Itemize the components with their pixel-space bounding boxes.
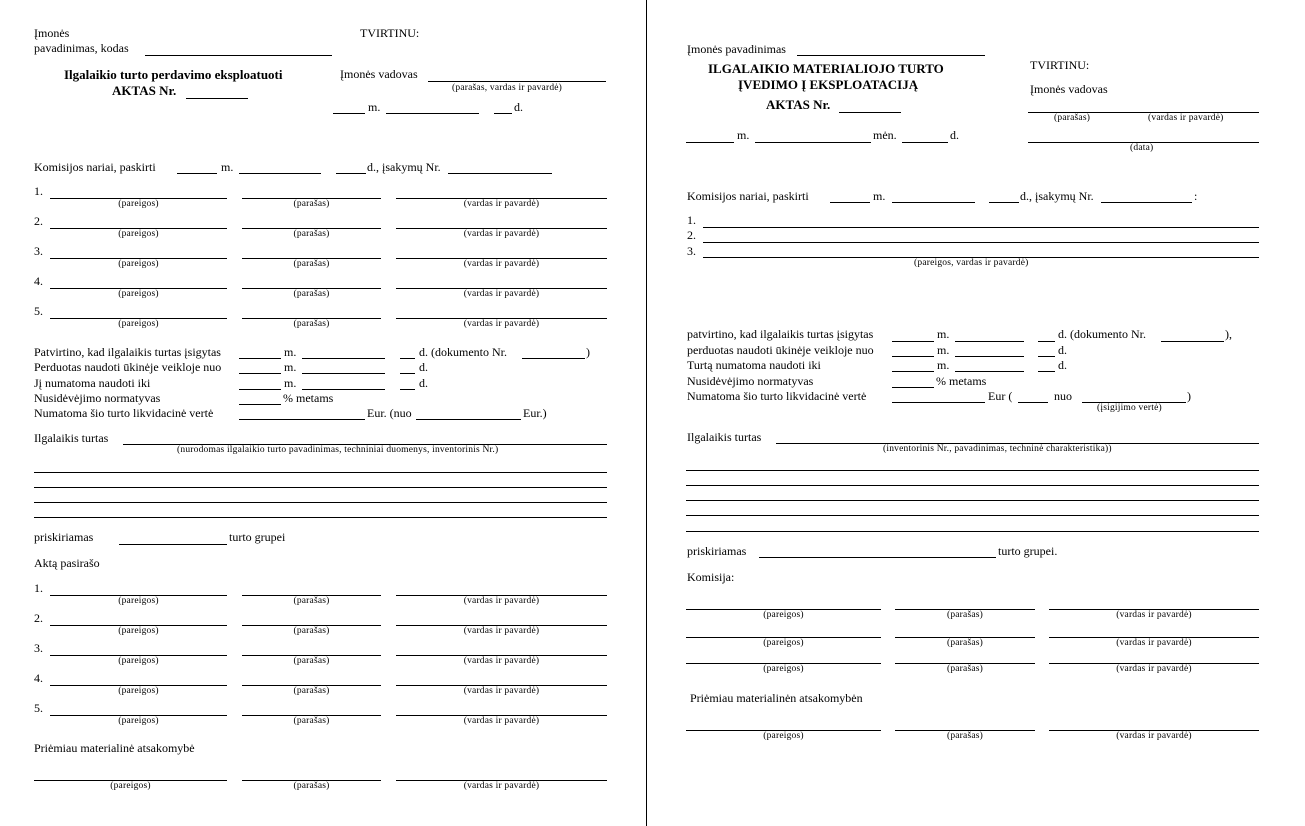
- position-caption: (pareigos): [110, 781, 151, 791]
- row-number: 1.: [34, 184, 43, 198]
- position-caption: (pareigos): [118, 199, 159, 209]
- planned-year-field[interactable]: [239, 389, 281, 390]
- name-caption: (vardas ir pavardė): [463, 229, 540, 239]
- transferred-day-field[interactable]: [400, 373, 415, 374]
- depreciation-unit: % metams: [283, 391, 334, 405]
- signature-caption: (parašas): [946, 731, 984, 741]
- transferred-year-label: m.: [284, 360, 297, 374]
- year-label: m.: [368, 100, 381, 114]
- liquidation-label: Numatoma šio turto likvidacinė vertė: [687, 389, 867, 403]
- asset-line[interactable]: [686, 470, 1259, 471]
- transferred-year-label: m.: [937, 343, 950, 357]
- position-caption: (pareigos): [118, 289, 159, 299]
- signature-caption: (parašas): [946, 610, 984, 620]
- asset-group-label: turto grupei: [229, 530, 286, 544]
- name-caption: (vardas ir pavardė): [1148, 113, 1224, 123]
- name-caption: (vardas ir pavardė): [463, 199, 540, 209]
- row-number: 5.: [34, 304, 43, 318]
- company-label-line2: pavadinimas, kodas: [34, 41, 129, 55]
- commission-year-label: m.: [873, 189, 886, 203]
- position-caption: (pareigos): [763, 731, 804, 741]
- planned-label: Turtą numatoma naudoti iki: [687, 358, 821, 372]
- liquidation-close: ): [1187, 389, 1191, 403]
- transferred-label: Perduotas naudoti ūkinėje veikloje nuo: [34, 360, 222, 374]
- document-label: d. (dokumento Nr.: [1058, 327, 1146, 341]
- acquired-year-label: m.: [284, 345, 297, 359]
- name-caption: (vardas ir pavardė): [463, 781, 540, 791]
- asset-line[interactable]: [686, 531, 1259, 532]
- commission-year-label: m.: [221, 160, 234, 174]
- name-caption: (vardas ir pavardė): [463, 319, 540, 329]
- name-caption: (vardas ir pavardė): [1116, 610, 1192, 620]
- liquidation-eur-nuo: Eur. (nuo: [367, 406, 412, 420]
- approve-label: TVIRTINU:: [360, 26, 420, 40]
- member-field[interactable]: [703, 242, 1259, 243]
- year-label: m.: [737, 128, 750, 142]
- signature-caption: (parašas): [293, 229, 330, 239]
- assigned-label: priskiriamas: [34, 530, 94, 544]
- position-caption: (pareigos): [763, 638, 804, 648]
- asset-group-label: turto grupei.: [998, 544, 1058, 558]
- name-caption: (vardas ir pavardė): [1116, 731, 1192, 741]
- asset-line[interactable]: [34, 502, 607, 503]
- order-label: d., įsakymų Nr.: [367, 160, 441, 174]
- depreciation-label: Nusidėvėjimo normatyvas: [687, 374, 814, 388]
- asset-group-field[interactable]: [119, 544, 227, 545]
- commission-year-field[interactable]: [830, 202, 870, 203]
- commission-label: Komisijos nariai, paskirti: [687, 189, 809, 203]
- liquidation-eur: Eur (: [988, 389, 1013, 403]
- transferred-year-field[interactable]: [239, 373, 281, 374]
- member-number: 3.: [687, 244, 696, 258]
- row-number: 5.: [34, 701, 43, 715]
- signature-caption: (parašas): [293, 199, 330, 209]
- asset-caption: (nurodomas ilgalaikio turto pavadinimas, techniniai duomenys, inventorinis Nr.): [177, 445, 499, 455]
- name-caption: (vardas ir pavardė): [463, 259, 540, 269]
- planned-day-label: d.: [419, 376, 428, 390]
- commission-month-field[interactable]: [239, 173, 321, 174]
- day-field[interactable]: [494, 113, 512, 114]
- acquired-label: patvirtino, kad ilgalaikis turtas įsigytas: [687, 327, 874, 341]
- order-label: d., įsakymų Nr.: [1020, 189, 1094, 203]
- member-number: 2.: [687, 228, 696, 242]
- commission-day-field[interactable]: [336, 173, 366, 174]
- asset-line[interactable]: [686, 515, 1259, 516]
- acquired-month-field[interactable]: [955, 341, 1024, 342]
- date-caption: (data): [1130, 143, 1154, 153]
- name-caption: (vardas ir pavardė): [463, 656, 540, 666]
- planned-month-field[interactable]: [955, 371, 1024, 372]
- day-field[interactable]: [902, 142, 948, 143]
- name-caption: (vardas ir pavardė): [1116, 664, 1192, 674]
- responsibility-label: Priėmiau materialinėn atsakomybėn: [690, 691, 863, 705]
- asset-line[interactable]: [34, 487, 607, 488]
- document-number-field[interactable]: [522, 358, 585, 359]
- company-name-field[interactable]: [797, 55, 985, 56]
- day-label: d.: [514, 100, 523, 114]
- liquidation-nuo: nuo: [1054, 389, 1072, 403]
- liquidation-label: Numatoma šio turto likvidacinė vertė: [34, 406, 214, 420]
- signature-caption: (parašas): [293, 626, 330, 636]
- asset-label: Ilgalaikis turtas: [687, 430, 762, 444]
- commission-label: Komisijos nariai, paskirti: [34, 160, 156, 174]
- asset-line[interactable]: [34, 517, 607, 518]
- month-field[interactable]: [386, 113, 479, 114]
- position-caption: (pareigos): [118, 656, 159, 666]
- year-field[interactable]: [333, 113, 365, 114]
- row-number: 4.: [34, 671, 43, 685]
- approve-label: TVIRTINU:: [1030, 58, 1090, 72]
- position-caption: (pareigos): [118, 259, 159, 269]
- company-label-line1: Įmonės: [34, 26, 70, 40]
- position-caption: (pareigos): [763, 664, 804, 674]
- name-caption: (vardas ir pavardė): [463, 686, 540, 696]
- transferred-day-label: d.: [419, 360, 428, 374]
- document-close: ),: [1225, 327, 1232, 341]
- order-number-field[interactable]: [448, 173, 552, 174]
- asset-label: Ilgalaikis turtas: [34, 431, 109, 445]
- acquired-month-field[interactable]: [302, 358, 385, 359]
- planned-year-label: m.: [937, 358, 950, 372]
- row-number: 4.: [34, 274, 43, 288]
- position-caption: (pareigos): [118, 626, 159, 636]
- position-caption: (pareigos): [118, 319, 159, 329]
- signature-caption: (parašas): [293, 289, 330, 299]
- document-close: ): [586, 345, 590, 359]
- members-caption: (pareigos, vardas ir pavardė): [914, 258, 1029, 268]
- title-line3: AKTAS Nr.: [766, 97, 831, 112]
- document-label: d. (dokumento Nr.: [419, 345, 507, 359]
- day-label: d.: [950, 128, 959, 142]
- acquired-day-field[interactable]: [400, 358, 415, 359]
- depreciation-label: Nusidėvėjimo normatyvas: [34, 391, 161, 405]
- act-number-field[interactable]: [186, 98, 248, 99]
- liquidation-eur-close: Eur.): [523, 406, 547, 420]
- month-field[interactable]: [755, 142, 871, 143]
- liquidation-rate-field[interactable]: [1018, 402, 1048, 403]
- company-name-field[interactable]: [145, 55, 332, 56]
- row-number: 3.: [34, 641, 43, 655]
- commission-year-field[interactable]: [177, 173, 217, 174]
- asset-line[interactable]: [686, 485, 1259, 486]
- depreciation-unit: % metams: [936, 374, 987, 388]
- page-divider: [646, 0, 647, 826]
- transferred-year-field[interactable]: [892, 356, 934, 357]
- year-field[interactable]: [686, 142, 734, 143]
- acquired-year-field[interactable]: [892, 341, 934, 342]
- liquidation-value-field[interactable]: [892, 402, 985, 403]
- head-signature-field[interactable]: [428, 81, 606, 82]
- signature-caption: (parašas): [1054, 113, 1091, 123]
- month-label: mėn.: [873, 128, 897, 142]
- asset-line[interactable]: [34, 472, 607, 473]
- transferred-day-label: d.: [1058, 343, 1067, 357]
- name-caption: (vardas ir pavardė): [463, 626, 540, 636]
- row-number: 3.: [34, 244, 43, 258]
- signature-caption: (parašas): [293, 319, 330, 329]
- transferred-label: perduotas naudoti ūkinėje veikloje nuo: [687, 343, 874, 357]
- depreciation-field[interactable]: [892, 387, 934, 388]
- assigned-label: priskiriamas: [687, 544, 747, 558]
- name-caption: (vardas ir pavardė): [463, 289, 540, 299]
- head-label: Įmonės vadovas: [340, 67, 418, 81]
- planned-label: Jį numatoma naudoti iki: [34, 376, 151, 390]
- planned-day-field[interactable]: [1038, 371, 1055, 372]
- name-caption: (vardas ir pavardė): [1116, 638, 1192, 648]
- signature-caption: (parašas): [293, 716, 330, 726]
- commission-day-field[interactable]: [989, 202, 1019, 203]
- transferred-month-field[interactable]: [955, 356, 1024, 357]
- title-line1: Ilgalaikio turto perdavimo eksploatuoti: [64, 67, 283, 82]
- signature-caption: (parašas): [293, 686, 330, 696]
- acquired-day-field[interactable]: [1038, 341, 1055, 342]
- order-colon: :: [1194, 189, 1198, 203]
- position-caption: (pareigos): [118, 229, 159, 239]
- acquisition-value-field[interactable]: [416, 419, 521, 420]
- acquired-year-field[interactable]: [239, 358, 281, 359]
- planned-day-field[interactable]: [400, 389, 415, 390]
- position-caption: (pareigos): [118, 716, 159, 726]
- row-number: 2.: [34, 214, 43, 228]
- planned-year-field[interactable]: [892, 371, 934, 372]
- document-number-field[interactable]: [1161, 341, 1224, 342]
- acquisition-caption: (įsigijimo vertė): [1097, 403, 1162, 413]
- planned-year-label: m.: [284, 376, 297, 390]
- depreciation-field[interactable]: [239, 404, 281, 405]
- commission-signers-label: Komisija:: [687, 570, 735, 584]
- head-caption: (parašas, vardas ir pavardė): [452, 83, 563, 93]
- member-field[interactable]: [703, 227, 1259, 228]
- acquired-label: Patvirtino, kad ilgalaikis turtas įsigytas: [34, 345, 221, 359]
- title-line1: ILGALAIKIO MATERIALIOJO TURTO: [708, 61, 944, 76]
- company-label: Įmonės pavadinimas: [687, 42, 786, 56]
- planned-day-label: d.: [1058, 358, 1067, 372]
- name-caption: (vardas ir pavardė): [463, 596, 540, 606]
- head-label: Įmonės vadovas: [1030, 82, 1108, 96]
- row-number: 2.: [34, 611, 43, 625]
- row-number: 1.: [34, 581, 43, 595]
- asset-line[interactable]: [686, 500, 1259, 501]
- responsibility-label: Priėmiau materialinė atsakomybė: [34, 741, 195, 755]
- signature-caption: (parašas): [293, 656, 330, 666]
- transferred-month-field[interactable]: [302, 373, 385, 374]
- transferred-day-field[interactable]: [1038, 356, 1055, 357]
- liquidation-value-field[interactable]: [239, 419, 365, 420]
- position-caption: (pareigos): [118, 686, 159, 696]
- signature-caption: (parašas): [946, 638, 984, 648]
- signed-by-label: Aktą pasirašo: [34, 556, 100, 570]
- asset-group-field[interactable]: [759, 557, 996, 558]
- member-number: 1.: [687, 213, 696, 227]
- asset-caption: (inventorinis Nr., pavadinimas, techninė charakteristika)): [883, 444, 1112, 454]
- planned-month-field[interactable]: [302, 389, 385, 390]
- act-number-field[interactable]: [839, 112, 901, 113]
- position-caption: (pareigos): [763, 610, 804, 620]
- signature-caption: (parašas): [293, 259, 330, 269]
- signature-caption: (parašas): [293, 596, 330, 606]
- commission-month-field[interactable]: [892, 202, 975, 203]
- signature-caption: (parašas): [946, 664, 984, 674]
- order-number-field[interactable]: [1101, 202, 1192, 203]
- position-caption: (pareigos): [118, 596, 159, 606]
- title-line2: AKTAS Nr.: [112, 83, 177, 98]
- signature-caption: (parašas): [293, 781, 330, 791]
- acquired-year-label: m.: [937, 327, 950, 341]
- name-caption: (vardas ir pavardė): [463, 716, 540, 726]
- title-line2: ĮVEDIMO Į EKSPLOATACIJĄ: [738, 77, 919, 92]
